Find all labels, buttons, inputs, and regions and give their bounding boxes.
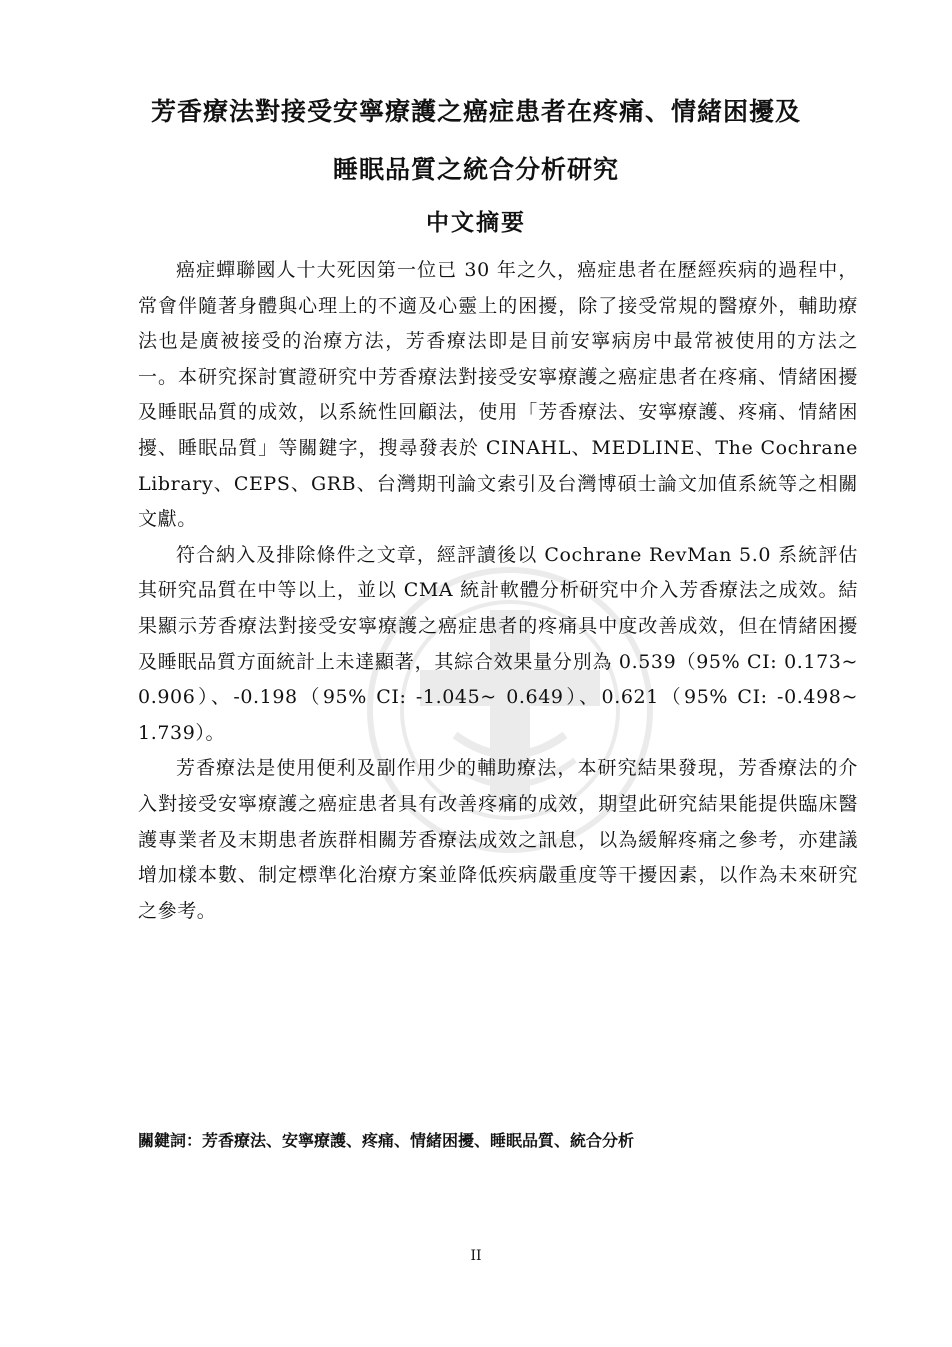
document-title-line-2: 睡眠品質之統合分析研究 — [332, 155, 619, 184]
section-heading: 中文摘要 — [426, 209, 526, 236]
abstract-paragraph-1: 癌症蟬聯國人十大死因第一位已 30 年之久，癌症患者在歷經疾病的過程中，常會伴隨著身體與心理上的不適及心靈上的困擾，除了接受常規的醫療外，輔助療法也是廣被接受的治療方法，芳香療法即是目前安寧病房中最常被使用的方法之一。本研究探討實證研究中芳香療法對接受安寧療護之癌症患者在疼痛、情緒困擾及睡眠品質的成效，以系統性回顧法，使用「芳香療法、安寧療護、疼痛、情緒困擾、睡眠品質」等關鍵字，搜尋發表於 CINAHL、MEDLINE、The Cochrane Library、CEPS、GRB、台灣期刊論文索引及台灣博碩士論文加值系統等之相關文獻。 — [138, 259, 858, 531]
page-number: II — [470, 1248, 482, 1264]
abstract-paragraph-2: 符合納入及排除條件之文章，經評讀後以 Cochrane RevMan 5.0 系統評估其研究品質在中等以上，並以 CMA 統計軟體分析研究中介入芳香療法之成效。結果顯示芳香療法對接受安寧療護之癌症患者的疼痛具中度改善成效，但在情緒困擾及睡眠品質方面統計上未達顯著，其綜合效果量分別為 0.539（95% CI: 0.173~ 0.906）、-0.198（95% CI: -1.045~ 0.649）、0.621（95% CI: -0.498~ 1.739）。 — [138, 543, 858, 744]
keywords-line: 關鍵詞：芳香療法、安寧療護、疼痛、情緒困擾、睡眠品質、統合分析 — [138, 1131, 635, 1150]
abstract-body — [138, 253, 858, 929]
abstract-paragraph-3: 芳香療法是使用便利及副作用少的輔助療法，本研究結果發現，芳香療法的介入對接受安寧療護之癌症患者具有改善疼痛的成效，期望此研究結果能提供臨床醫護專業者及末期患者族群相關芳香療法成效之訊息，以為緩解疼痛之參考，亦建議增加樣本數、制定標準化治療方案並降低疾病嚴重度等干擾因素，以作為未來研究之參考。 — [138, 757, 858, 922]
document-title-line-1: 芳香療法對接受安寧療護之癌症患者在疼痛、情緒困擾及 — [150, 97, 801, 126]
